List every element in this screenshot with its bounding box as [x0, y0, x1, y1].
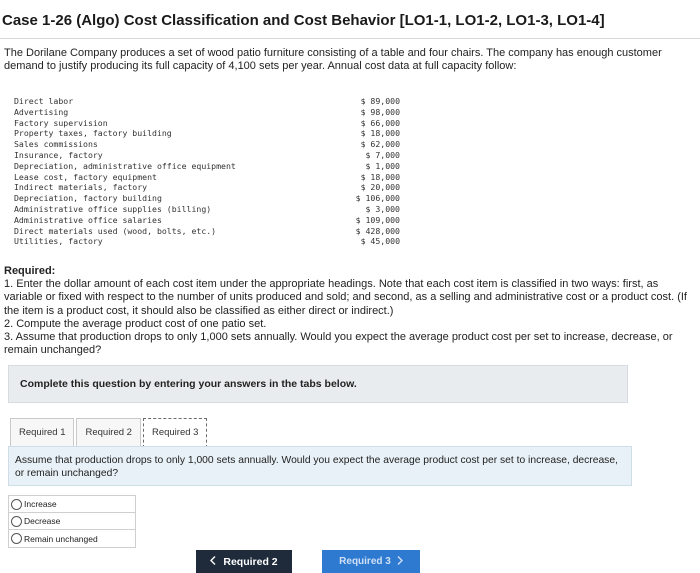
- cost-label: Sales commissions: [14, 139, 98, 150]
- cost-row: [14, 236, 400, 247]
- cost-value: $ 66,000: [360, 117, 400, 128]
- cost-row: [14, 96, 400, 107]
- required-item-1: 1. Enter the dollar amount of each cost item under the appropriate headings. Note that each cost item is classified in two ways: first, as variable or fixed with respect to the number of units produced and sold; and second, as a selling and administrative cost or a product cost. (If the item is a product cost, it should also be classified as either direct or indirect.): [4, 278, 687, 317]
- cost-value: $ 428,000: [355, 225, 400, 236]
- tab-required-1[interactable]: Required 1: [10, 418, 74, 446]
- cost-row: [14, 139, 400, 150]
- radio-button[interactable]: [11, 516, 22, 527]
- chevron-right-icon: [397, 556, 403, 568]
- cost-label: Depreciation, administrative office equipment: [14, 160, 236, 171]
- cost-label: Depreciation, factory building: [14, 193, 162, 204]
- instructions-banner: [8, 365, 628, 403]
- cost-row: [14, 182, 400, 193]
- cost-label: Indirect materials, factory: [14, 182, 148, 193]
- option-decrease[interactable]: [9, 513, 135, 530]
- cost-label: Utilities, factory: [14, 236, 103, 247]
- cost-row: [14, 107, 400, 118]
- cost-label: Insurance, factory: [14, 149, 103, 160]
- cost-value: $ 18,000: [360, 128, 400, 139]
- cost-row: [14, 226, 400, 237]
- option-increase[interactable]: [9, 496, 135, 513]
- prev-required-button[interactable]: [196, 550, 292, 573]
- cost-label: Administrative office salaries: [14, 214, 162, 225]
- cost-row: [14, 150, 400, 161]
- required-section: [4, 265, 694, 357]
- cost-label: Property taxes, factory building: [14, 128, 172, 139]
- tab-required-3[interactable]: Required 3: [143, 418, 207, 448]
- tab-required-2[interactable]: Required 2: [76, 418, 140, 446]
- radio-button[interactable]: [11, 533, 22, 544]
- option-label: Decrease: [24, 516, 61, 526]
- cost-row: [14, 172, 400, 183]
- cost-row: [14, 118, 400, 129]
- cost-row: [14, 128, 400, 139]
- cost-label: Factory supervision: [14, 117, 108, 128]
- cost-value: $ 109,000: [355, 214, 400, 225]
- cost-value: $ 106,000: [355, 193, 400, 204]
- cost-label: Advertising: [14, 106, 69, 117]
- option-label: Remain unchanged: [24, 533, 98, 544]
- title-divider: [0, 38, 700, 39]
- cost-value: $ 45,000: [360, 236, 400, 247]
- required-item-3: 3. Assume that production drops to only 1,000 sets annually. Would you expect the average product cost per set to increase, decrease, or remain unchanged?: [4, 331, 673, 357]
- question-panel: [8, 446, 632, 486]
- required-item-2: 2. Compute the average product cost of one patio set.: [4, 317, 267, 330]
- cost-value: $ 18,000: [360, 171, 400, 182]
- prev-button-label: Required 2: [223, 555, 278, 568]
- cost-row: [14, 161, 400, 172]
- next-required-button[interactable]: [322, 550, 420, 573]
- option-label: Increase: [24, 499, 57, 509]
- instructions-text: Complete this question by entering your answers in the tabs below.: [20, 378, 357, 390]
- cost-value: $ 98,000: [360, 106, 400, 117]
- cost-value: $ 89,000: [360, 96, 400, 106]
- cost-row: [14, 193, 400, 204]
- radio-button[interactable]: [11, 499, 22, 510]
- cost-value: $ 1,000: [365, 160, 400, 171]
- cost-row: [14, 215, 400, 226]
- page-title: Case 1-26 (Algo) Cost Classification and Cost Behavior [LO1-1, LO1-2, LO1-3, LO1-4]: [2, 12, 605, 29]
- question-text: Assume that production drops to only 1,000 sets annually. Would you expect the average product cost per set to increase, decrease, or remain unchanged?: [15, 455, 618, 479]
- tab-bar: [10, 418, 209, 448]
- option-remain-unchanged[interactable]: [9, 530, 135, 547]
- next-button-label: Required 3: [339, 556, 391, 567]
- chevron-left-icon: [210, 556, 216, 568]
- cost-label: Lease cost, factory equipment: [14, 171, 157, 182]
- answer-options: [8, 495, 136, 548]
- cost-label: Direct labor: [14, 96, 74, 106]
- cost-value: $ 7,000: [365, 149, 400, 160]
- cost-data-table: [14, 96, 400, 247]
- cost-value: $ 20,000: [360, 182, 400, 193]
- cost-label: Direct materials used (wood, bolts, etc.): [14, 225, 217, 236]
- intro-text: The Dorilane Company produces a set of wood patio furniture consisting of a table and four chairs. The company has enough customer demand to justify producing its full capacity of 4,100 sets per year. Annual cost data at full capacity follow:: [4, 47, 662, 72]
- cost-value: $ 3,000: [365, 203, 400, 214]
- cost-value: $ 62,000: [360, 139, 400, 150]
- cost-label: Administrative office supplies (billing): [14, 203, 212, 214]
- cost-row: [14, 204, 400, 215]
- required-heading: Required:: [4, 265, 56, 277]
